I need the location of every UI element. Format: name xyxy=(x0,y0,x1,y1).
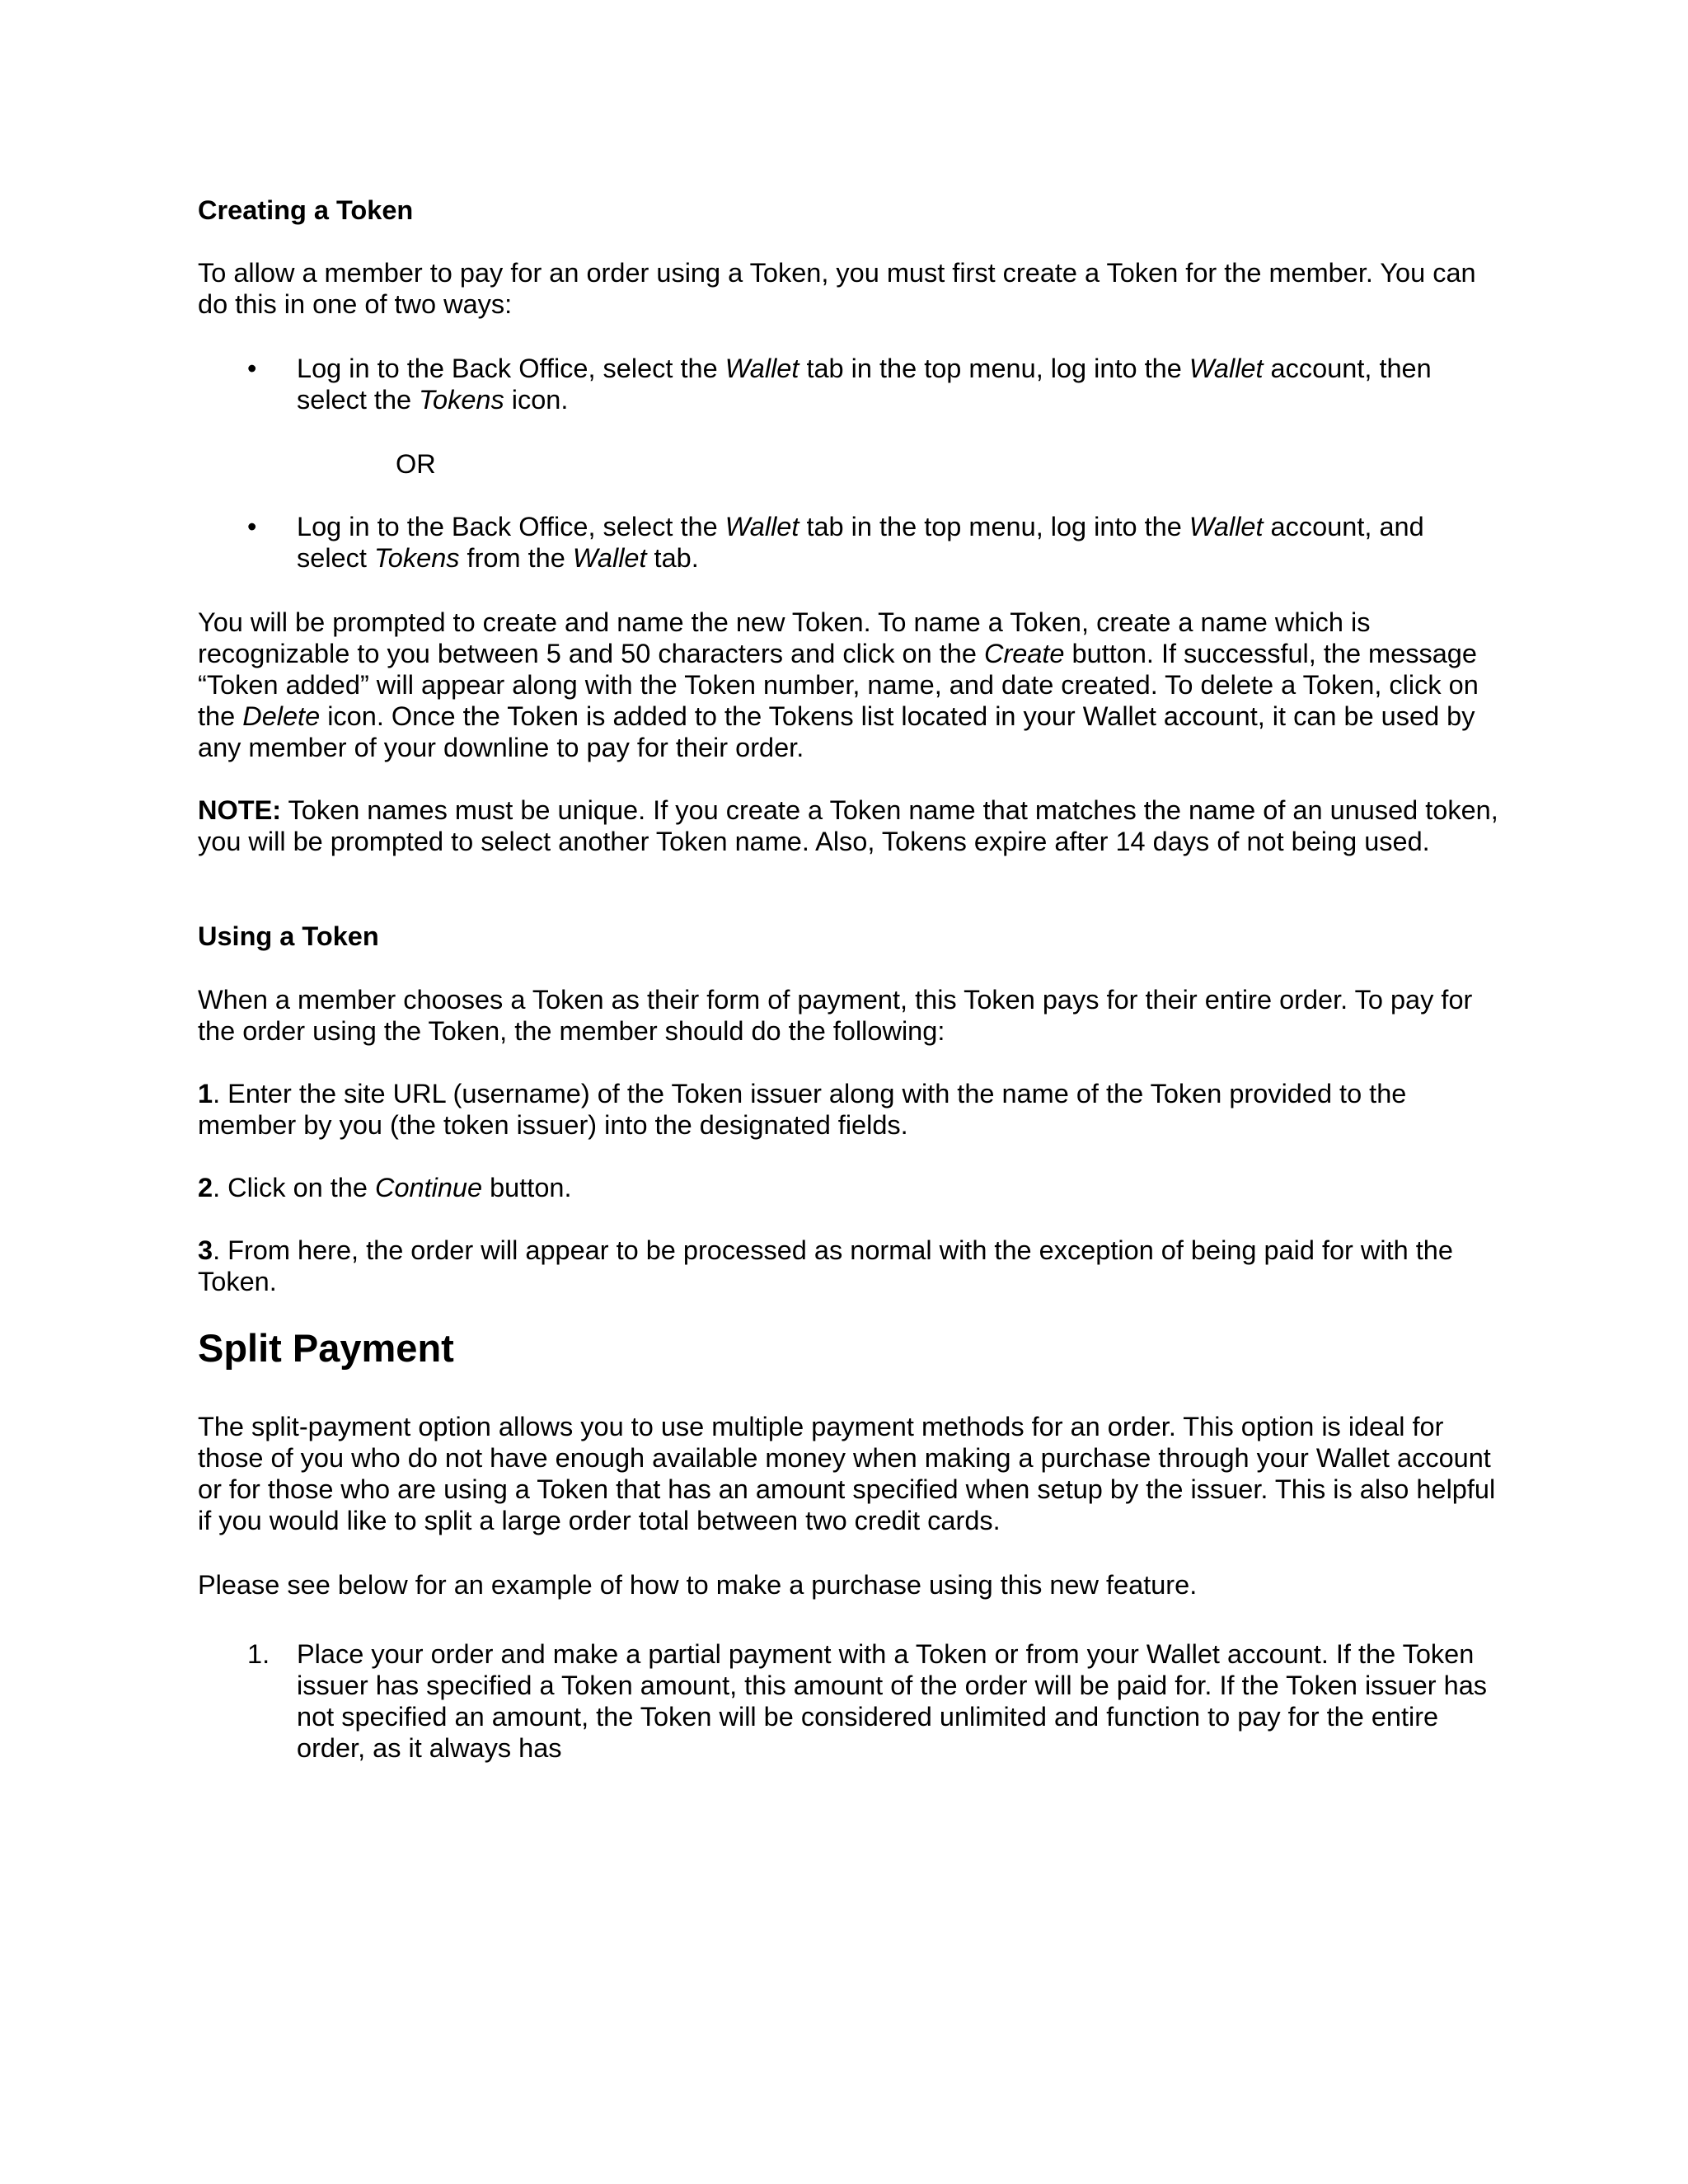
step-1: 1. Enter the site URL (username) of the Token issuer along with the name of the Token provided to the member by you (the token issuer) into the designated fields. xyxy=(198,1079,1407,1140)
intro-paragraph: To allow a member to pay for an order using a Token, you must first create a Token for the member. You can do this in one of two ways: xyxy=(198,258,1476,319)
bullet-icon: • xyxy=(247,354,257,383)
note-paragraph: NOTE: Token names must be unique. If you create a Token name that matches the name of an unused token, you will be prompted to select another Token name. Also, Tokens expire after 14 days of not being used. xyxy=(198,795,1498,856)
list-number: 1. xyxy=(247,1639,270,1669)
step-2: 2. Click on the Continue button. xyxy=(198,1173,572,1202)
or-separator: OR xyxy=(396,449,436,479)
heading-using-token: Using a Token xyxy=(198,921,379,951)
using-intro-paragraph: When a member chooses a Token as their form of payment, this Token pays for their entire order. To pay for the order using the Token, the member should do the following: xyxy=(198,985,1473,1046)
step-3: 3. From here, the order will appear to be processed as normal with the exception of being paid for with the Token. xyxy=(198,1235,1453,1296)
token-creation-paragraph: You will be prompted to create and name the new Token. To name a Token, create a name which is recognizable to you between 5 and 50 characters and click on the Create button. If successful, the message “Token added” will appear along with the Token number, name, and date created. To delete a Token, click on the Delete icon. Once the Token is added to the Tokens list located in your Wallet account, it can be used by any member of your downline to pay for their order. xyxy=(198,607,1479,762)
split-payment-paragraph: The split-payment option allows you to use multiple payment methods for an order. This option is ideal for those of you who do not have enough available money when making a purchase through your Wallet account or for those who are using a Token that has an amount specified when setup by the issuer. This is also helpful if you would like to split a large order total between two credit cards. xyxy=(198,1412,1496,1535)
heading-creating-token: Creating a Token xyxy=(198,195,414,225)
list-item-1: Place your order and make a partial payment with a Token or from your Wallet account. If the Token issuer has specified a Token amount, this amount of the order will be paid for. If the Token issuer has not specified an amount, the Token will be considered unlimited and function to pay for the entire order, as it always has xyxy=(297,1639,1488,1763)
bullet-icon: • xyxy=(247,512,257,541)
example-intro-paragraph: Please see below for an example of how to make a purchase using this new feature. xyxy=(198,1570,1198,1600)
bullet-item-2: Log in to the Back Office, select the Wallet tab in the top menu, log into the Wallet account, and select Tokens from the Wallet tab. xyxy=(297,512,1424,573)
bullet-item-1: Log in to the Back Office, select the Wallet tab in the top menu, log into the Wallet account, then select the Tokens icon. xyxy=(297,354,1432,415)
heading-split-payment: Split Payment xyxy=(198,1326,454,1370)
